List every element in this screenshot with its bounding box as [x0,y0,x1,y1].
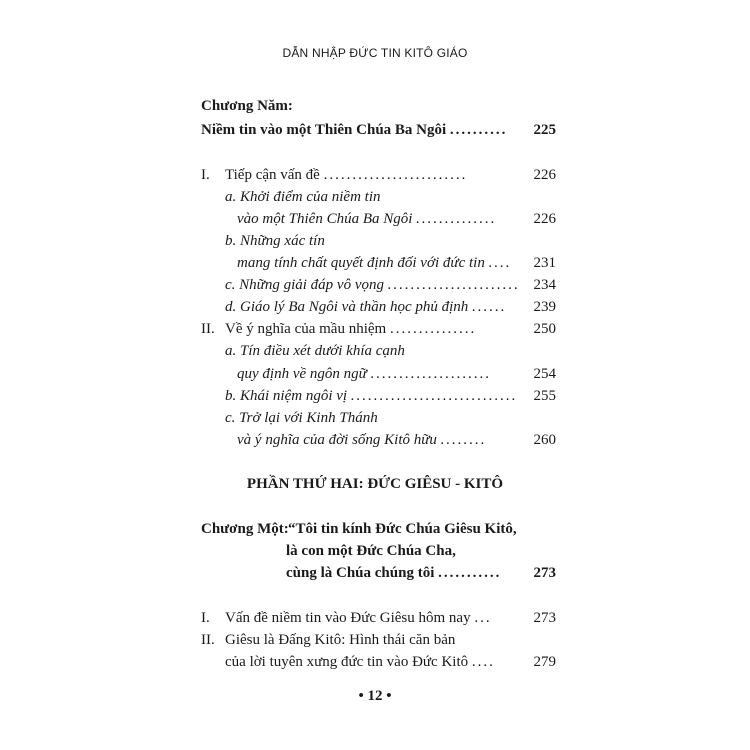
leader-dots: ...... [472,299,507,315]
section-number: I. [201,610,210,626]
entry-text: của lời tuyên xưng đức tin vào Đức Kitô [225,654,469,670]
entry-text: b. Khái niệm ngôi vị [225,388,348,404]
chapter-label: Chương Năm: [201,98,293,114]
chapter-title-text: Niềm tin vào một Thiên Chúa Ba Ngôi [201,122,447,138]
toc-entry [225,165,467,185]
entry-text: cùng là Chúa chúng tôi [286,565,435,581]
entry-text: mang tính chất quyết định đối với đức tin [237,255,485,271]
page-number: 273 [533,565,556,581]
page-number: 250 [533,321,556,337]
section-number: II. [201,321,215,337]
leader-dots: ..................... [370,366,492,382]
leader-dots: .... [471,654,495,670]
entry-text: Tiếp cận vấn đề [225,167,320,183]
page-number: 273 [533,610,556,626]
section-number: II. [201,632,215,648]
page-number: 279 [533,654,556,670]
chapter-title-line: “Tôi tin kính Đức Chúa Giêsu Kitô, [288,521,517,537]
chapter-label: Chương Một: [201,521,289,537]
leader-dots: .............. [416,211,497,227]
toc-subentry [225,275,520,295]
toc-subentry [225,297,507,317]
toc-subentry: c. Trở lại với Kinh Thánh [225,410,378,426]
toc-subentry [237,209,497,229]
toc-entry: Giêsu là Đấng Kitô: Hình thái căn bản [225,632,456,648]
entry-text: vào một Thiên Chúa Ba Ngôi [237,211,413,227]
chapter-title-line: là con một Đức Chúa Cha, [286,543,456,559]
toc-subentry [237,430,487,450]
page-number: 226 [533,211,556,227]
leader-dots: ........ [440,432,487,448]
page-number: 226 [533,167,556,183]
leader-dots: ....................... [387,277,520,293]
toc-entry [225,652,495,672]
toc-entry [225,608,492,628]
entry-text: d. Giáo lý Ba Ngôi và thần học phủ định [225,299,469,315]
toc-subentry [225,386,518,406]
entry-text: quy định về ngôn ngữ [237,366,367,382]
leader-dots: .......... [449,122,508,138]
toc-subentry: a. Khởi điểm của niềm tin [225,189,381,205]
leader-dots: ............................. [350,388,518,404]
page-number: 225 [533,122,556,138]
toc-subentry: b. Những xác tín [225,233,325,249]
leader-dots: ... [474,610,492,626]
page-number: 254 [533,366,556,382]
toc-subentry: a. Tín điều xét dưới khía cạnh [225,343,405,359]
leader-dots: ........... [438,565,502,581]
leader-dots: .... [488,255,512,271]
entry-text: và ý nghĩa của đời sống Kitô hữu [237,432,437,448]
entry-text: Về ý nghĩa của mầu nhiệm [225,321,387,337]
leader-dots: ............... [389,321,477,337]
entry-text: Vấn đề niềm tin vào Đức Giêsu hôm nay [225,610,471,626]
page-number: 260 [533,432,556,448]
entry-text: c. Những giải đáp vô vọng [225,277,384,293]
chapter-title [201,120,507,140]
running-header: DẪN NHẬP ĐỨC TIN KITÔ GIÁO [282,46,468,60]
section-number: I. [201,167,210,183]
page-footer-number: • 12 • [358,688,392,704]
part-heading: PHẦN THỨ HAI: ĐỨC GIÊSU - KITÔ [246,476,504,492]
chapter-title-line [286,563,501,583]
page-number: 255 [533,388,556,404]
toc-subentry [237,253,512,273]
page-number: 239 [533,299,556,315]
page-number: 234 [533,277,556,293]
leader-dots: ......................... [323,167,468,183]
toc-entry [225,319,476,339]
toc-subentry [237,364,491,384]
page-number: 231 [533,255,556,271]
